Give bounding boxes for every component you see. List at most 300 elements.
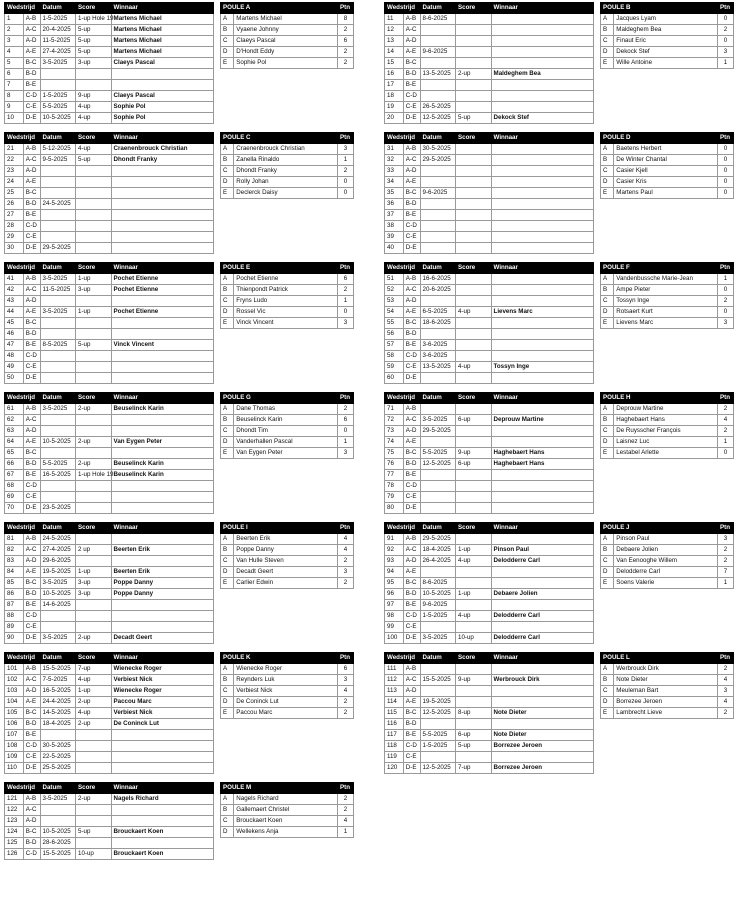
table-header-row <box>601 263 734 274</box>
match-pairing: D-E <box>23 763 40 774</box>
table-header-row <box>221 133 354 144</box>
match-score <box>76 188 112 199</box>
match-winner: Debaere Jolien <box>491 589 593 600</box>
match-number: 104 <box>5 697 24 708</box>
match-pairing: A-C <box>403 415 420 426</box>
match-date: 3-5-2025 <box>40 58 76 69</box>
match-date <box>40 448 76 459</box>
table-header-row <box>385 263 594 274</box>
table-row <box>385 664 594 675</box>
match-winner: Lievens Marc <box>491 307 593 318</box>
player-points: 2 <box>718 25 734 36</box>
player-name: Vinck Vincent <box>234 318 338 329</box>
table-header-row <box>221 653 354 664</box>
player-letter: D <box>601 177 614 188</box>
match-winner: Verbiest Nick <box>111 675 213 686</box>
table-row <box>385 362 594 373</box>
match-date: 1-5-2025 <box>40 14 76 25</box>
match-score <box>76 166 112 177</box>
matches-table <box>384 2 594 124</box>
header-score: Score <box>456 393 492 404</box>
match-date: 14-6-2025 <box>40 600 76 611</box>
poule-title: POULE L <box>601 653 718 664</box>
match-winner <box>111 622 213 633</box>
table-header-row <box>221 393 354 404</box>
match-score: 9-up <box>456 675 492 686</box>
player-name: Rotsaert Kurt <box>614 307 718 318</box>
match-score: 5-up <box>76 155 112 166</box>
match-date <box>420 622 456 633</box>
match-winner <box>111 188 213 199</box>
match-score: 2-up <box>76 459 112 470</box>
matches-table <box>384 262 594 384</box>
match-pairing: B-C <box>403 188 420 199</box>
player-name: Laisnez Luc <box>614 437 718 448</box>
match-winner: Decadt Geert <box>111 633 213 644</box>
match-score <box>76 741 112 752</box>
match-number: 91 <box>385 534 404 545</box>
match-winner: Nagels Richard <box>111 794 213 805</box>
table-row <box>5 437 214 448</box>
player-points: 2 <box>338 58 354 69</box>
match-pairing: B-D <box>23 199 40 210</box>
match-score <box>456 351 492 362</box>
match-score: 5-up <box>76 340 112 351</box>
match-date: 16-5-2025 <box>40 686 76 697</box>
match-winner: Martens Michael <box>111 47 213 58</box>
match-number: 117 <box>385 730 404 741</box>
player-row <box>221 697 354 708</box>
player-letter: D <box>221 437 234 448</box>
player-row <box>601 404 734 415</box>
poule-block <box>4 782 354 904</box>
match-number: 71 <box>385 404 404 415</box>
match-date: 16-6-2025 <box>420 274 456 285</box>
match-pairing: A-E <box>23 47 40 58</box>
match-score <box>76 69 112 80</box>
match-number: 33 <box>385 166 404 177</box>
match-pairing: B-D <box>23 329 40 340</box>
match-date <box>420 36 456 47</box>
match-pairing: B-E <box>23 600 40 611</box>
match-pairing: C-D <box>23 91 40 102</box>
table-header-row <box>601 393 734 404</box>
player-points: 3 <box>338 567 354 578</box>
table-row <box>5 600 214 611</box>
match-winner <box>111 243 213 254</box>
match-pairing: B-E <box>23 80 40 91</box>
player-letter: B <box>601 25 614 36</box>
match-date: 26-4-2025 <box>420 556 456 567</box>
table-row <box>385 285 594 296</box>
player-points: 4 <box>338 686 354 697</box>
match-number: 108 <box>5 741 24 752</box>
player-name: Van Eygen Peter <box>234 448 338 459</box>
match-score <box>456 285 492 296</box>
match-number: 56 <box>385 329 404 340</box>
poule-standings-table <box>600 262 734 329</box>
match-score <box>76 210 112 221</box>
match-date <box>40 232 76 243</box>
match-date: 10-5-2025 <box>40 827 76 838</box>
table-row <box>385 622 594 633</box>
match-date: 25-5-2025 <box>40 763 76 774</box>
match-number: 83 <box>5 556 24 567</box>
player-letter: A <box>601 274 614 285</box>
match-number: 124 <box>5 827 24 838</box>
match-number: 37 <box>385 210 404 221</box>
player-name: Brouckaert Koen <box>234 816 338 827</box>
table-row <box>5 351 214 362</box>
player-row <box>601 177 734 188</box>
match-winner <box>491 25 593 36</box>
header-score: Score <box>456 653 492 664</box>
player-points: 2 <box>718 545 734 556</box>
table-header-row <box>385 133 594 144</box>
match-number: 25 <box>5 188 24 199</box>
player-name: De Coninck Lut <box>234 697 338 708</box>
player-row <box>221 708 354 719</box>
player-letter: A <box>221 404 234 415</box>
player-name: Claeys Pascal <box>234 36 338 47</box>
player-letter: A <box>221 274 234 285</box>
match-number: 114 <box>385 697 404 708</box>
player-name: Maldeghem Bea <box>614 25 718 36</box>
match-date: 6-5-2025 <box>420 307 456 318</box>
match-number: 24 <box>5 177 24 188</box>
player-name: Finaut Eric <box>614 36 718 47</box>
table-row <box>5 113 214 124</box>
match-number: 39 <box>385 232 404 243</box>
match-winner <box>491 534 593 545</box>
match-number: 61 <box>5 404 24 415</box>
match-pairing: C-D <box>403 351 420 362</box>
match-date: 16-5-2025 <box>40 470 76 481</box>
player-row <box>221 404 354 415</box>
header-wedstrijd: Wedstrijd <box>5 653 41 664</box>
match-pairing: B-E <box>403 600 420 611</box>
match-date: 30-5-2025 <box>40 741 76 752</box>
match-winner <box>491 600 593 611</box>
header-datum: Datum <box>40 393 76 404</box>
match-score <box>76 232 112 243</box>
table-row <box>5 232 214 243</box>
player-name: Baetens Herbert <box>614 144 718 155</box>
match-date <box>420 481 456 492</box>
player-row <box>221 426 354 437</box>
match-pairing: B-C <box>403 708 420 719</box>
match-date <box>420 404 456 415</box>
match-date: 9-6-2025 <box>420 600 456 611</box>
player-points: 2 <box>338 805 354 816</box>
player-row <box>601 567 734 578</box>
table-header-row <box>385 523 594 534</box>
match-winner <box>111 351 213 362</box>
match-date <box>40 611 76 622</box>
match-date <box>40 329 76 340</box>
table-row <box>385 166 594 177</box>
table-row <box>385 36 594 47</box>
match-date: 1-5-2025 <box>420 741 456 752</box>
header-wedstrijd: Wedstrijd <box>5 393 41 404</box>
player-letter: A <box>601 14 614 25</box>
table-row <box>5 675 214 686</box>
match-date <box>420 296 456 307</box>
poule-standings-table <box>600 392 734 459</box>
match-score: 7-up <box>76 664 112 675</box>
match-date: 3-6-2025 <box>420 340 456 351</box>
match-date: 8-6-2025 <box>420 578 456 589</box>
table-row <box>5 47 214 58</box>
table-row <box>385 340 594 351</box>
player-letter: D <box>601 567 614 578</box>
player-points: 0 <box>718 144 734 155</box>
poule-standings-table <box>220 132 354 199</box>
player-letter: D <box>221 47 234 58</box>
poule-title: POULE E <box>221 263 338 274</box>
table-row <box>5 794 214 805</box>
match-winner <box>491 622 593 633</box>
table-header-row <box>5 133 214 144</box>
match-pairing: B-C <box>23 188 40 199</box>
player-points: 2 <box>338 697 354 708</box>
match-score <box>76 600 112 611</box>
match-score <box>76 730 112 741</box>
match-score <box>456 534 492 545</box>
player-row <box>601 14 734 25</box>
match-score <box>76 503 112 514</box>
player-letter: E <box>601 188 614 199</box>
match-date <box>420 91 456 102</box>
matches-table <box>4 782 214 860</box>
table-header-row <box>385 653 594 664</box>
match-score <box>456 503 492 514</box>
match-number: 76 <box>385 459 404 470</box>
player-row <box>221 307 354 318</box>
table-header-row <box>5 653 214 664</box>
table-row <box>385 47 594 58</box>
table-row <box>5 426 214 437</box>
match-number: 12 <box>385 25 404 36</box>
player-name: Pinson Paul <box>614 534 718 545</box>
player-row <box>601 307 734 318</box>
player-points: 1 <box>718 578 734 589</box>
player-points: 7 <box>718 567 734 578</box>
match-winner: Sophie Pol <box>111 113 213 124</box>
match-score <box>76 752 112 763</box>
match-date <box>420 719 456 730</box>
match-date: 3-5-2025 <box>40 307 76 318</box>
table-row <box>5 221 214 232</box>
table-row <box>5 622 214 633</box>
player-row <box>601 285 734 296</box>
table-row <box>385 177 594 188</box>
match-score: 4-up <box>456 362 492 373</box>
player-name: Beerten Erik <box>234 534 338 545</box>
match-score <box>456 166 492 177</box>
match-date: 15-5-2025 <box>420 675 456 686</box>
match-date <box>40 210 76 221</box>
match-winner: Claeys Pascal <box>111 58 213 69</box>
match-pairing: A-D <box>403 166 420 177</box>
player-name: Declerck Daisy <box>234 188 338 199</box>
match-date: 24-5-2025 <box>40 534 76 545</box>
match-pairing: A-B <box>23 664 40 675</box>
table-row <box>5 177 214 188</box>
match-pairing: B-D <box>23 589 40 600</box>
match-score: 5-up <box>456 113 492 124</box>
table-row <box>5 805 214 816</box>
match-pairing: A-D <box>403 556 420 567</box>
table-row <box>385 545 594 556</box>
poule-title: POULE I <box>221 523 338 534</box>
player-letter: E <box>601 708 614 719</box>
player-letter: D <box>601 697 614 708</box>
match-date: 13-5-2025 <box>420 69 456 80</box>
match-score <box>76 448 112 459</box>
poule-title: POULE A <box>221 3 338 14</box>
player-name: De Winter Chantal <box>614 155 718 166</box>
player-points: 0 <box>718 166 734 177</box>
match-score: 4-up <box>76 113 112 124</box>
header-winnaar: Winnaar <box>491 133 593 144</box>
match-winner <box>491 481 593 492</box>
player-row <box>221 166 354 177</box>
match-date: 30-5-2025 <box>420 144 456 155</box>
player-points: 6 <box>338 274 354 285</box>
match-pairing: A-D <box>403 426 420 437</box>
match-pairing: A-B <box>403 404 420 415</box>
match-number: 118 <box>385 741 404 752</box>
match-date: 13-5-2025 <box>420 362 456 373</box>
match-score <box>456 686 492 697</box>
poule-block <box>4 522 354 644</box>
match-date <box>40 492 76 503</box>
player-row <box>221 686 354 697</box>
match-score: 10-up <box>456 633 492 644</box>
match-pairing: D-E <box>23 633 40 644</box>
matches-table <box>4 262 214 384</box>
match-date <box>420 686 456 697</box>
match-winner: Beuselinck Karin <box>111 404 213 415</box>
match-winner <box>491 166 593 177</box>
poule-block <box>384 652 734 774</box>
player-name: Casier Kjell <box>614 166 718 177</box>
match-number: 35 <box>385 188 404 199</box>
match-pairing: B-D <box>403 329 420 340</box>
header-datum: Datum <box>40 133 76 144</box>
poule-title: POULE B <box>601 3 718 14</box>
match-score <box>456 58 492 69</box>
player-row <box>221 155 354 166</box>
match-score <box>456 80 492 91</box>
match-number: 93 <box>385 556 404 567</box>
match-winner <box>111 296 213 307</box>
player-name: Zanella Rinaldo <box>234 155 338 166</box>
table-row <box>385 307 594 318</box>
match-score <box>456 102 492 113</box>
header-datum: Datum <box>40 3 76 14</box>
player-points: 2 <box>338 25 354 36</box>
match-winner: Tossyn Inge <box>491 362 593 373</box>
match-winner: Deprouw Martine <box>491 415 593 426</box>
match-score: 1-up <box>76 274 112 285</box>
match-score: 6-up <box>456 459 492 470</box>
header-wedstrijd: Wedstrijd <box>385 3 421 14</box>
player-name: Van Eenooghe Willem <box>614 556 718 567</box>
match-pairing: B-E <box>23 730 40 741</box>
match-number: 42 <box>5 285 24 296</box>
match-number: 78 <box>385 481 404 492</box>
match-date <box>420 373 456 384</box>
match-date: 5-5-2025 <box>420 448 456 459</box>
table-row <box>385 415 594 426</box>
match-score <box>456 664 492 675</box>
match-pairing: A-C <box>403 545 420 556</box>
match-winner: Werbrouck Dirk <box>491 675 593 686</box>
match-pairing: A-B <box>23 794 40 805</box>
table-row <box>5 719 214 730</box>
match-number: 63 <box>5 426 24 437</box>
match-date <box>420 567 456 578</box>
table-row <box>385 741 594 752</box>
match-pairing: A-C <box>403 285 420 296</box>
match-pairing: A-C <box>23 545 40 556</box>
table-row <box>385 611 594 622</box>
match-score <box>456 404 492 415</box>
match-pairing: B-E <box>403 80 420 91</box>
player-row <box>221 318 354 329</box>
header-wedstrijd: Wedstrijd <box>5 3 41 14</box>
player-name: Jacques Lyam <box>614 14 718 25</box>
player-points: 3 <box>718 534 734 545</box>
match-score <box>456 752 492 763</box>
match-number: 38 <box>385 221 404 232</box>
match-score <box>456 481 492 492</box>
match-date: 20-4-2025 <box>40 25 76 36</box>
table-row <box>5 415 214 426</box>
match-winner: Verbiest Nick <box>111 708 213 719</box>
table-row <box>5 752 214 763</box>
match-date <box>420 437 456 448</box>
match-pairing: B-E <box>403 730 420 741</box>
match-date <box>40 415 76 426</box>
match-number: 98 <box>385 611 404 622</box>
match-number: 81 <box>5 534 24 545</box>
player-letter: B <box>221 545 234 556</box>
match-score <box>456 600 492 611</box>
match-winner: Wienecke Roger <box>111 664 213 675</box>
match-score: 4-up <box>76 102 112 113</box>
header-datum: Datum <box>420 133 456 144</box>
match-score <box>76 329 112 340</box>
match-date: 1-5-2025 <box>420 611 456 622</box>
match-pairing: B-C <box>23 318 40 329</box>
player-letter: D <box>221 697 234 708</box>
match-number: 27 <box>5 210 24 221</box>
match-winner: Paccou Marc <box>111 697 213 708</box>
table-row <box>385 210 594 221</box>
match-winner <box>491 492 593 503</box>
table-header-row <box>221 783 354 794</box>
player-name: Wienecke Roger <box>234 664 338 675</box>
table-row <box>5 730 214 741</box>
match-winner: Pochet Etienne <box>111 307 213 318</box>
match-pairing: B-C <box>23 58 40 69</box>
match-pairing: A-D <box>23 166 40 177</box>
match-winner <box>491 697 593 708</box>
match-date: 19-5-2025 <box>40 567 76 578</box>
